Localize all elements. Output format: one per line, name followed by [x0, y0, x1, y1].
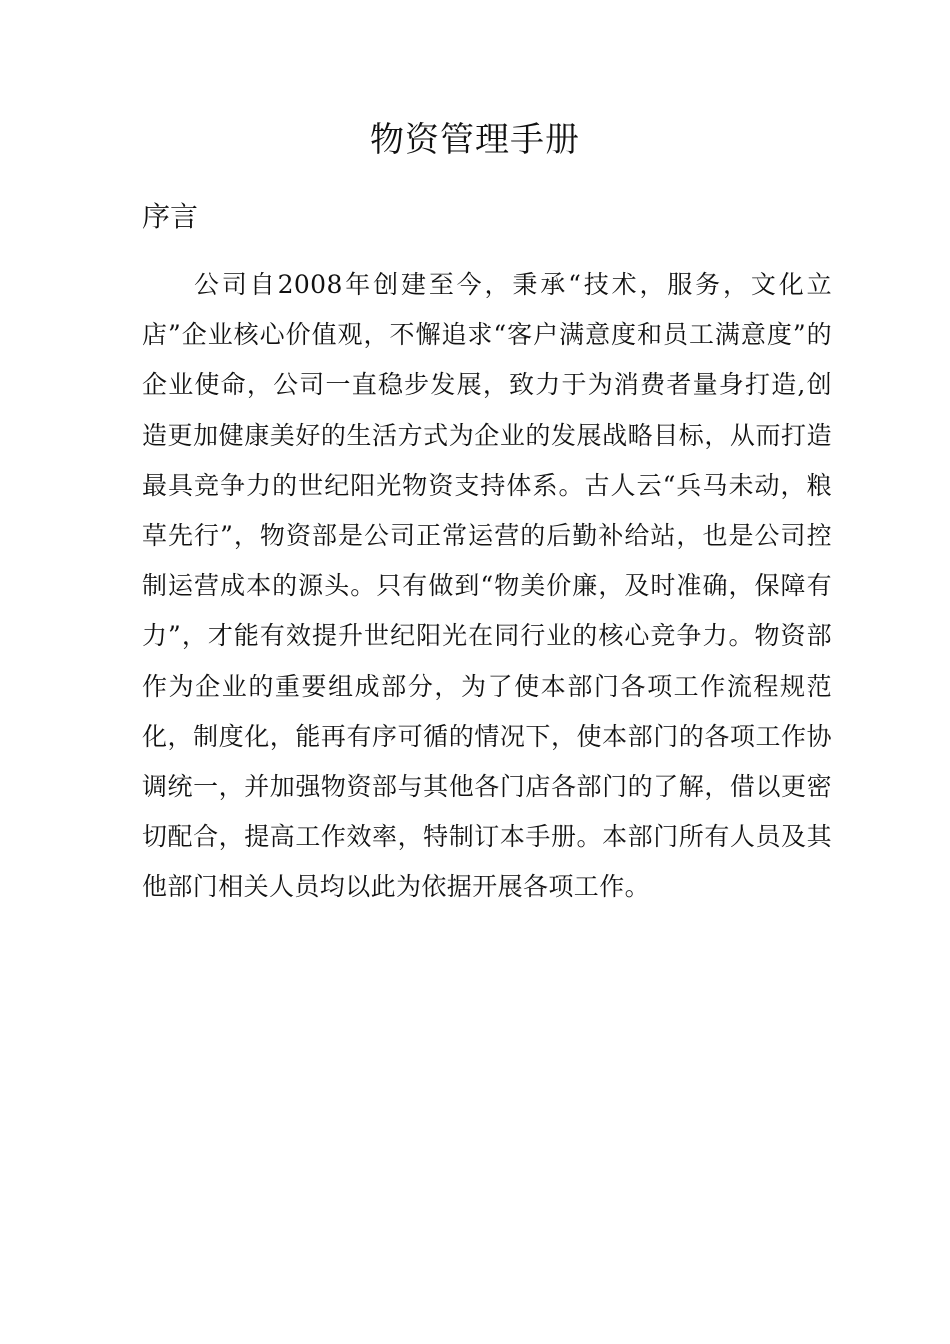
document-title: 物资管理手册 — [370, 120, 580, 160]
section-heading-preface: 序言 — [142, 200, 199, 233]
preface-paragraph: 公司自2008年创建至今，秉承“技术，服务，文化立店”企业核心价值观，不懈追求“客户满意度和员工满意度”的企业使命，公司一直稳步发展，致力于为消费者量身打造,创造更加健康美好的生活方式为企业的发展战略目标，从而打造最具竞争力的世纪阳光物资支持体系。古人云“兵马未动，粮草先行”，物资部是公司正常运营的后勤补给站，也是公司控制运营成本的源头。只有做到“物美价廉，及时准确，保障有力”，才能有效提升世纪阳光在同行业的核心竞争力。物资部作为企业的重要组成部分，为了使本部门各项工作流程规范化，制度化，能再有序可循的情况下，使本部门的各项工作协调统一，并加强物资部与其他各门店各部门的了解，借以更密切配合，提高工作效率，特制订本手册。本部门所有人员及其他部门相关人员均以此为依据开展各项工作。 — [142, 270, 832, 902]
